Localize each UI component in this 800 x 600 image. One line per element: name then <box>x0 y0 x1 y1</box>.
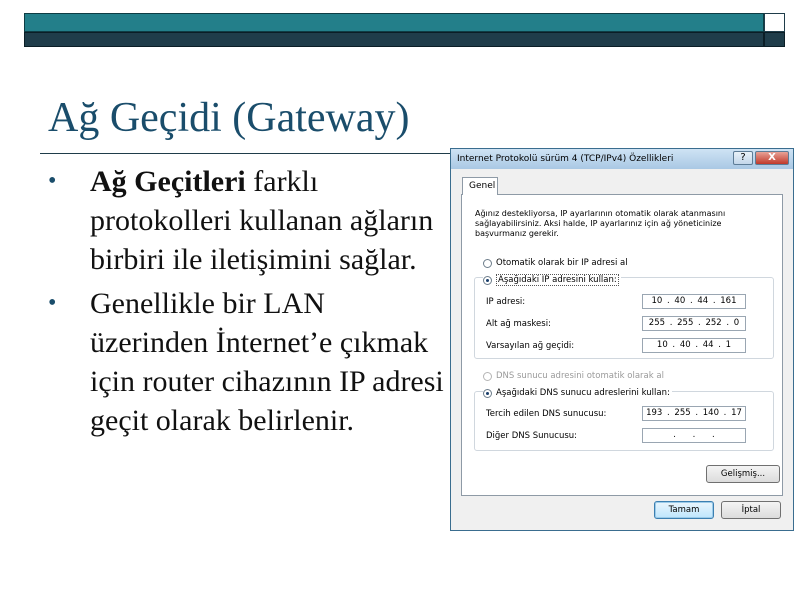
radio-ip-manual-label: Aşağıdaki IP adresini kullan: <box>498 275 617 285</box>
subnet-mask-input[interactable]: 255 . 255 . 252 . 0 <box>642 316 746 331</box>
general-tab-panel <box>461 194 783 496</box>
radio-ip-auto-label: Otomatik olarak bir IP adresi al <box>496 258 628 268</box>
preferred-dns-input[interactable]: 193 . 255 . 140 . 17 <box>642 406 746 421</box>
dialog-titlebar <box>451 149 793 169</box>
help-button[interactable]: ? <box>733 151 753 165</box>
bullet-item <box>44 284 444 440</box>
ok-button[interactable]: Tamam <box>654 501 714 519</box>
default-gateway-input[interactable]: 10 . 40 . 44 . 1 <box>642 338 746 353</box>
radio-on-icon <box>483 389 492 398</box>
tab-general[interactable]: Genel <box>462 177 498 195</box>
ip-address-input[interactable]: 10 . 40 . 44 . 161 <box>642 294 746 309</box>
radio-off-icon <box>483 259 492 268</box>
default-gateway-label: Varsayılan ağ geçidi: <box>486 341 575 351</box>
slide-title: Ağ Geçidi (Gateway) <box>48 95 410 141</box>
subnet-mask-label: Alt ağ maskesi: <box>486 319 551 329</box>
bullet-dot-icon: • <box>48 290 57 316</box>
radio-dns-manual-label: Aşağıdaki DNS sunucu adreslerini kullan: <box>496 388 670 398</box>
tcpip-properties-dialog <box>450 148 794 531</box>
alternate-dns-input[interactable]: . . . <box>642 428 746 443</box>
radio-ip-manual[interactable] <box>483 274 621 286</box>
header-square-dark <box>764 32 785 47</box>
ip-address-label: IP adresi: <box>486 297 526 307</box>
dialog-description: Ağınız destekliyorsa, IP ayarlarının otomatik olarak atanmasını sağlayabilirsiniz. Aksi halde, IP ayarlarınız için ağ yöneticinize başvurmanız gerekir. <box>475 209 726 238</box>
bullet-text: Genellikle bir LAN üzerinden İnternet’e çıkmak için router cihazının IP adresi geçit olarak belirlenir. <box>90 287 444 437</box>
radio-dns-auto-label: DNS sunucu adresini otomatik olarak al <box>496 371 664 381</box>
bullet-item <box>44 162 444 279</box>
header-bar-top <box>24 13 764 32</box>
bullet-list <box>44 162 444 445</box>
bullet-bold-term: Ağ Geçitleri <box>90 165 246 198</box>
dialog-title: Internet Protokolü sürüm 4 (TCP/IPv4) Özellikleri <box>457 154 674 164</box>
radio-on-icon <box>483 276 492 285</box>
header-square-light <box>764 13 785 32</box>
title-divider <box>40 153 460 154</box>
cancel-button[interactable]: İptal <box>721 501 781 519</box>
close-button[interactable]: X <box>755 151 789 165</box>
radio-off-icon <box>483 372 492 381</box>
preferred-dns-label: Tercih edilen DNS sunucusu: <box>486 409 607 419</box>
header-bar-bottom <box>24 32 764 47</box>
radio-ip-auto[interactable] <box>483 258 628 268</box>
alternate-dns-label: Diğer DNS Sunucusu: <box>486 431 578 441</box>
bullet-dot-icon: • <box>48 168 57 194</box>
bullet-text: farklı protokolleri kullanan ağların birbiri ile iletişimini sağlar. <box>90 165 434 276</box>
advanced-button[interactable]: Gelişmiş... <box>706 465 780 483</box>
radio-dns-auto[interactable] <box>483 371 664 381</box>
radio-dns-manual[interactable] <box>483 388 672 398</box>
